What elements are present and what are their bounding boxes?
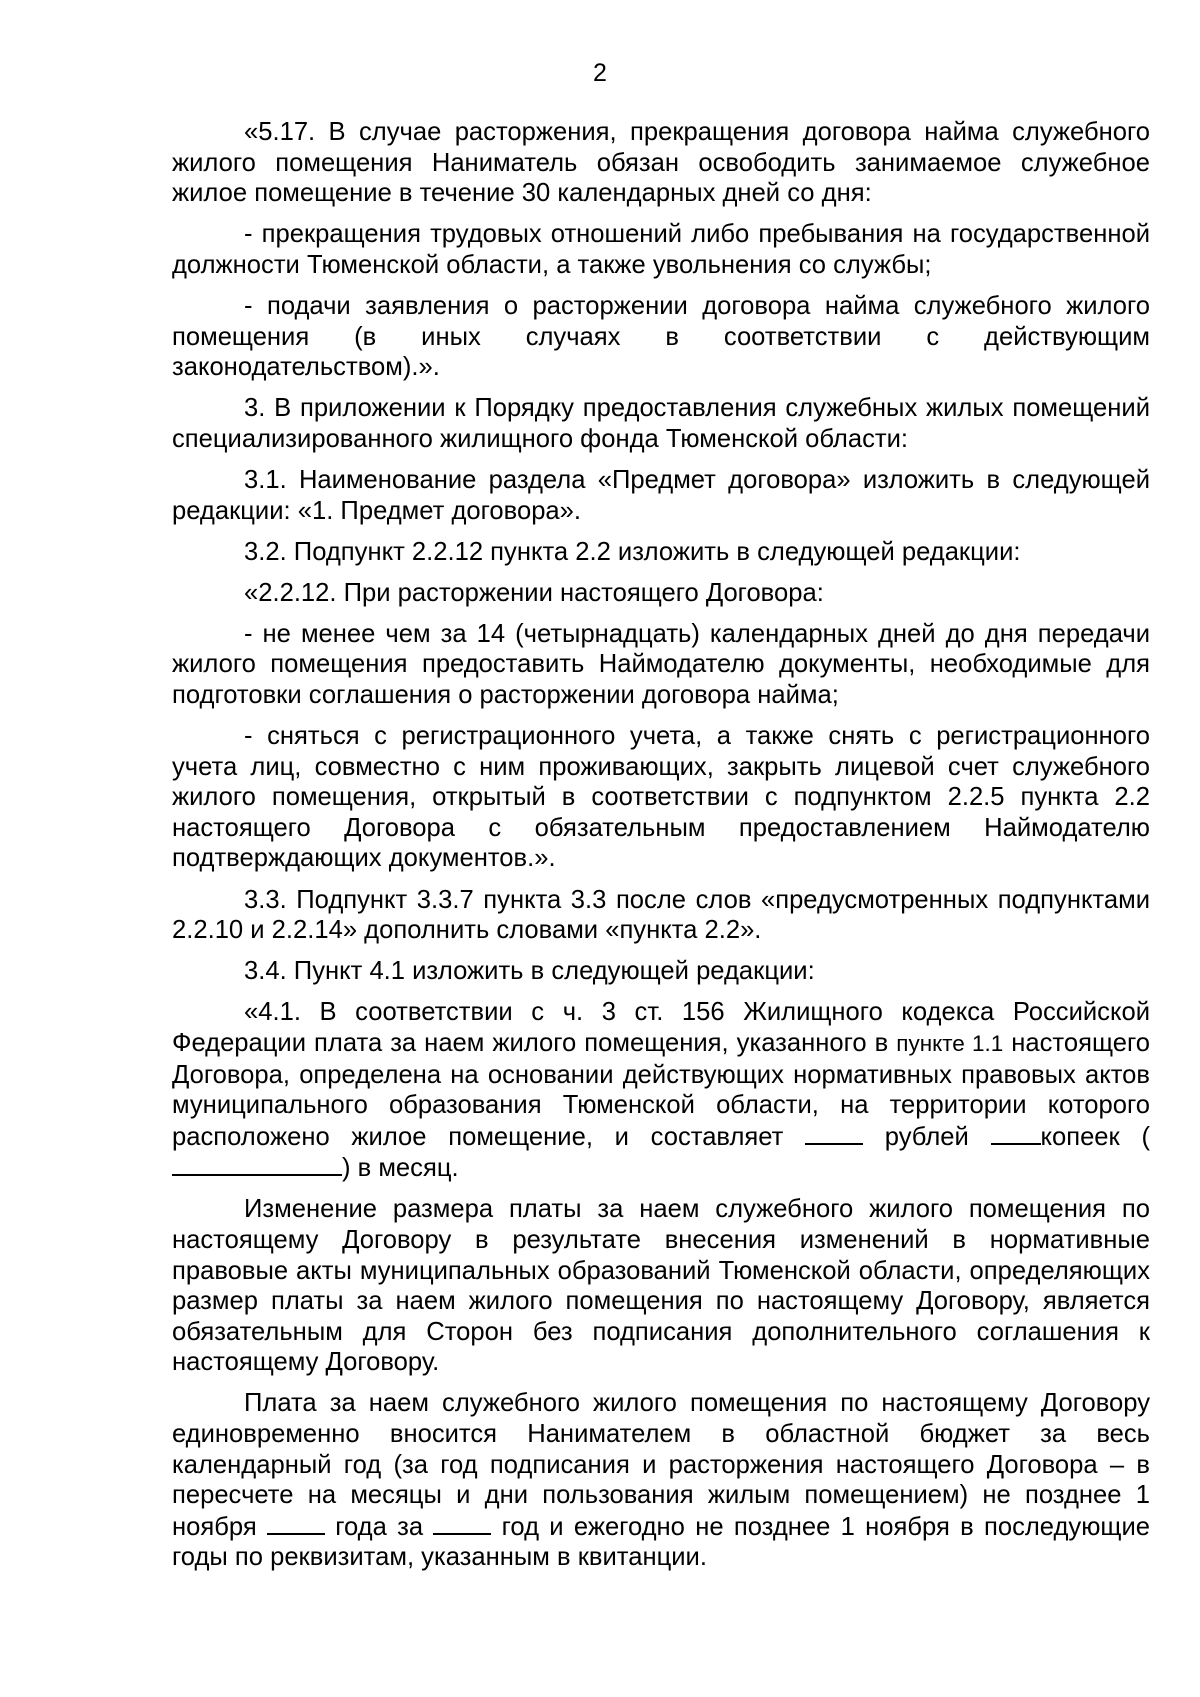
- paragraph-payment-text-b: года за: [324, 1512, 434, 1541]
- paragraph-payment-schedule: [172, 1388, 1150, 1573]
- paragraph-4-1-ref: пункте 1.1: [896, 1030, 1004, 1056]
- blank-year-2: [433, 1511, 491, 1535]
- paragraph-notice-14-days: - не менее чем за 14 (четырнадцать) календарных дней до дня передачи жилого помещения предоставить Наймодателю документы, необходимые для подготовки соглашения о расторжении договора найма;: [172, 619, 1150, 709]
- paragraph-3-3: 3.3. Подпункт 3.3.7 пункта 3.3 после слов «предусмотренных подпунктами 2.2.10 и 2.2.14» дополнить словами «пункта 2.2».: [172, 885, 1150, 945]
- paragraph-4-1: [172, 997, 1150, 1184]
- paragraph-payment-text-c: год и ежегодно не позднее 1 ноября в последующие годы по реквизитам, указанным в квитанции.: [172, 1512, 1150, 1572]
- paragraph-4-1-kopecks: копеек (: [1040, 1122, 1150, 1151]
- paragraph-4-1-text-a: «4.1. В соответствии с ч. 3 ст. 156 Жилищного кодекса Российской Федерации плата за наем жилого помещения, указанного в: [172, 998, 1150, 1057]
- paragraph-4-1-rubles: рублей: [863, 1122, 991, 1151]
- paragraph-payment-text-a: Плата за наем служебного жилого помещения по настоящему Договору единовременно вносится Нанимателем в областной бюджет за весь календарный год (за год подписания и расторжения настоящего Договора – в пересчете на месяцы и дни пользования жилым помещением) не позднее 1 ноября: [172, 1389, 1150, 1541]
- blank-year-1: [267, 1511, 325, 1535]
- paragraph-2-2-12: «2.2.12. При расторжении настоящего Договора:: [244, 578, 824, 607]
- blank-rubles: [805, 1121, 863, 1145]
- blank-kopecks: [991, 1121, 1041, 1145]
- paragraph-payment-change: Изменение размера платы за наем служебного жилого помещения по настоящему Договору в результате внесения изменений в нормативные правовые акты муниципальных образований Тюменской области, определяющих размер платы за наем жилого помещения по настоящему Договору, является обязательным для Сторон без подписания дополнительного соглашения к настоящему Договору.: [172, 1195, 1150, 1377]
- paragraph-3-4: 3.4. Пункт 4.1 изложить в следующей редакции:: [244, 957, 815, 986]
- paragraph-application-termination: - подачи заявления о расторжении договора найма служебного жилого помещения (в иных случаях в соответствии с действующим законодательством).».: [172, 291, 1150, 382]
- paragraph-3: 3. В приложении к Порядку предоставления служебных жилых помещений специализированного жилищного фонда Тюменской области:: [172, 394, 1150, 453]
- paragraph-3-1: 3.1. Наименование раздела «Предмет договора» изложить в следующей редакции: «1. Предмет договора».: [172, 465, 1150, 525]
- paragraph-4-1-text-b: настоящего Договора, определена на основании действующих нормативных правовых актов муниципального образования Тюменской области, на территории которого расположено жилое помещение, и составляет: [172, 1028, 1150, 1151]
- paragraph-termination-employment: - прекращения трудовых отношений либо пребывания на государственной должности Тюменской области, а также увольнения со службы;: [172, 220, 1150, 279]
- paragraph-3-2: 3.2. Подпункт 2.2.12 пункта 2.2 изложить в следующей редакции:: [244, 537, 1021, 566]
- paragraph-4-1-end: ) в месяц.: [342, 1154, 459, 1183]
- page-number: 2: [593, 59, 607, 87]
- blank-amount-words: [172, 1152, 342, 1176]
- document-body: [172, 117, 1150, 1584]
- paragraph-5-17: «5.17. В случае расторжения, прекращения договора найма служебного жилого помещения Наниматель обязан освободить занимаемое служебное жилое помещение в течение 30 календарных дней со дня:: [172, 118, 1150, 208]
- paragraph-deregistration: - сняться с регистрационного учета, а также снять с регистрационного учета лиц, совместно с ним проживающих, закрыть лицевой счет служебного жилого помещения, открытый в соответствии с подпунктом 2.2.5 пункта 2.2 настоящего Договора с обязательным предоставлением Наймодателю подтверждающих документов.».: [172, 722, 1150, 873]
